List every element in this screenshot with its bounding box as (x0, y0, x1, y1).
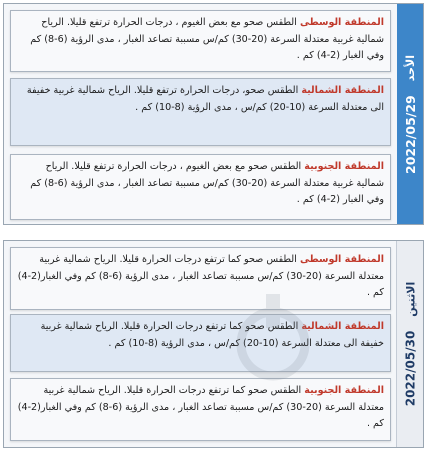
region-name: المنطقة الشمالية (301, 85, 384, 96)
region-name: المنطقة الوسطى (299, 17, 384, 28)
day-label-tab (397, 4, 423, 224)
region-forecast-text: الطقس صحو كما ترتفع درجات الحرارة قليلا. الرياح شمالية غربية خفيفة الى معتدلة السرعة (10-20) كم/س ، مدى الرؤية (8-10) كم . (40, 321, 384, 349)
forecast-day-2 (3, 240, 424, 448)
region-forecast-text: الطقس صحو، درجات الحرارة ترتفع قليلا. الرياح شمالية غربية خفيفة الى معتدلة السرعة (10-20) كم/س ، مدى الرؤية (8-10) كم . (26, 85, 384, 113)
region-name: المنطقة الوسطى (299, 254, 384, 265)
region-forecast-text: الطقس صحو مع بعض الغيوم ، درجات الحرارة ترتفع قليلا. الرياح شمالية غربية معتدلة السرعة (20-30) كم/س مسببة تصاعد الغبار ، مدى الرؤية (6-8) كم وفي الغبار (2-4) كم . (30, 17, 384, 61)
region-forecast-text: الطقس صحو كما ترتفع درجات الحرارة قليلا. الرياح شمالية غربية معتدلة السرعة (20-30) كم/س مسببة تصاعد الغبار ، مدى الرؤية (6-8) كم وفي الغبار(2-4) كم . (17, 254, 384, 298)
forecast-date: 2022/05/29 (402, 94, 418, 174)
region-northern-day-1 (10, 78, 391, 146)
forecast-date: 2022/05/30 (403, 330, 418, 407)
forecast-day-name: الاثنين (403, 281, 417, 317)
region-central-day-1 (10, 10, 391, 72)
region-central-day-2 (10, 247, 391, 310)
region-name: المنطقة الشمالية (301, 321, 384, 332)
region-name: المنطقة الجنوبية (304, 161, 384, 172)
region-southern-day-1 (10, 154, 391, 220)
forecast-day-name: الأحد (403, 54, 417, 81)
region-name: المنطقة الجنوبية (304, 385, 384, 396)
region-northern-day-2 (10, 314, 391, 372)
day-label-tab (396, 241, 423, 447)
region-southern-day-2 (10, 378, 391, 441)
region-forecast-text: الطقس صحو كما ترتفع درجات الحرارة قليلا. الرياح شمالية غربية معتدلة السرعة (20-30) كم/س مسببة تصاعد الغبار ، مدى الرؤية (6-8) كم وفي الغبار(2-4) كم . (17, 385, 384, 429)
region-forecast-text: الطقس صحو مع بعض الغيوم ، درجات الحرارة ترتفع قليلا. الرياح شمالية غربية معتدلة السرعة (20-30) كم/س مسببة تصاعد الغبار ، مدى الرؤية (6-8) كم وفي الغبار (2-4) كم . (30, 161, 384, 205)
forecast-day-1 (3, 3, 424, 225)
